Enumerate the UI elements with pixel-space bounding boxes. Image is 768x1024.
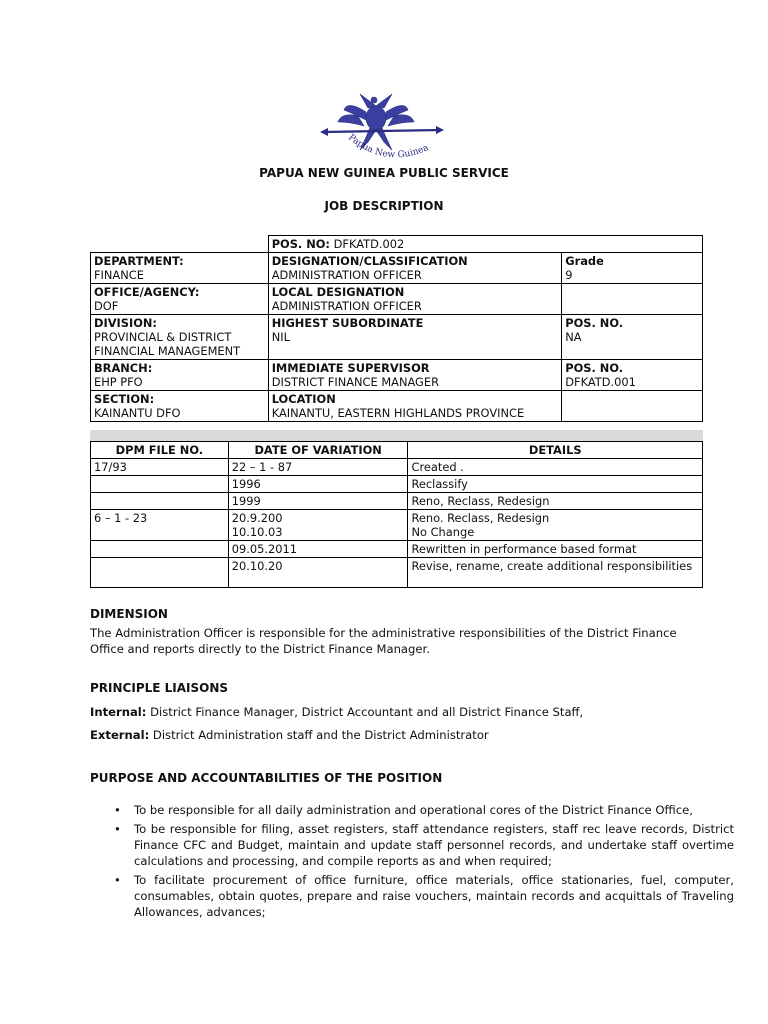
branch-label: BRANCH:	[94, 361, 153, 375]
col-header-details: DETAILS	[408, 442, 703, 459]
table-row	[91, 476, 703, 493]
file-cell	[91, 558, 229, 588]
table-row	[91, 493, 703, 510]
internal-text: District Finance Manager, District Accountant and all District Finance Staff,	[150, 705, 584, 719]
table-row	[91, 510, 703, 541]
details-value: No Change	[411, 525, 475, 539]
division-value: PROVINCIAL & DISTRICT FINANCIAL MANAGEMENT	[94, 330, 241, 358]
col-header-date: DATE OF VARIATION	[228, 442, 408, 459]
pos-no2-label: POS. NO.	[565, 316, 624, 330]
location-value: KAINANTU, EASTERN HIGHLANDS PROVINCE	[271, 406, 525, 420]
table-row	[91, 459, 703, 476]
pos-no3-value: DFKATD.001	[565, 375, 636, 389]
external-text: District Administration staff and the District Administrator	[152, 728, 489, 742]
internal-liaison	[90, 704, 690, 720]
external-liaison	[90, 727, 690, 743]
division-label: DIVISION:	[94, 316, 157, 330]
pos-no3-cell	[562, 360, 703, 391]
details-value: Reno. Reclass, Redesign	[411, 511, 550, 525]
liaisons-heading: PRINCIPLE LIAISONS	[90, 681, 229, 695]
pos-no3-label: POS. NO.	[565, 361, 624, 375]
grade-cell	[562, 253, 703, 284]
org-title: PAPUA NEW GUINEA PUBLIC SERVICE	[259, 166, 509, 180]
location-cell	[268, 391, 562, 422]
department-value: FINANCE	[94, 268, 144, 282]
details-cell: Reclassify	[408, 476, 703, 493]
supervisor-value: DISTRICT FINANCE MANAGER	[271, 375, 439, 389]
dimension-text: The Administration Officer is responsible for the administrative responsibilities of the District Finance Office and reports directly to the District Finance Manager.	[90, 626, 677, 656]
file-cell	[91, 493, 229, 510]
internal-label: Internal:	[90, 705, 147, 719]
date-value: 10.10.03	[231, 525, 283, 539]
date-cell: 1996	[228, 476, 408, 493]
dimension-heading: DIMENSION	[90, 607, 168, 621]
highest-sub-cell	[268, 315, 562, 360]
png-emblem-icon	[318, 90, 448, 162]
pos-no2-value: NA	[565, 330, 582, 344]
section-value: KAINANTU DFO	[94, 406, 181, 420]
details-cell: Reno, Reclass, Redesign	[408, 493, 703, 510]
designation-label: DESIGNATION/CLASSIFICATION	[271, 254, 468, 268]
highest-sub-label: HIGHEST SUBORDINATE	[271, 316, 424, 330]
office-label: OFFICE/AGENCY:	[94, 285, 200, 299]
local-designation-cell	[268, 284, 562, 315]
local-designation-value: ADMINISTRATION OFFICER	[271, 299, 422, 313]
table-row	[91, 558, 703, 588]
pos-no2-cell	[562, 315, 703, 360]
branch-value: EHP PFO	[94, 375, 143, 389]
location-label: LOCATION	[271, 392, 336, 406]
date-cell	[228, 510, 408, 541]
col-header-file: DPM FILE NO.	[91, 442, 229, 459]
empty-cell	[562, 284, 703, 315]
file-cell	[91, 541, 229, 558]
date-cell: 20.10.20	[228, 558, 408, 588]
file-cell	[91, 510, 229, 541]
list-item: • To be responsible for all daily administration and operational cores of the District Finance Office,	[134, 802, 734, 818]
branch-cell	[91, 360, 269, 391]
details-cell	[408, 510, 703, 541]
emblem-text: Papua New Guinea	[346, 132, 431, 161]
date-cell: 09.05.2011	[228, 541, 408, 558]
list-item: • To facilitate procurement of office furniture, office materials, office stationaries, fuel, computer, consumables, obtain quotes, prepare and raise vouchers, maintain records and acquittals of Traveling Allowances, advances;	[134, 872, 734, 920]
table-row	[91, 541, 703, 558]
office-value: DOF	[94, 299, 119, 313]
division-cell	[91, 315, 269, 360]
supervisor-label: IMMEDIATE SUPERVISOR	[271, 361, 430, 375]
local-designation-label: LOCAL DESIGNATION	[271, 285, 405, 299]
details-cell: Revise, rename, create additional responsibilities	[408, 558, 703, 588]
grade-label: Grade	[565, 254, 604, 268]
doc-title: JOB DESCRIPTION	[324, 199, 444, 213]
accountabilities-list	[90, 802, 734, 923]
office-cell	[91, 284, 269, 315]
position-info-table	[90, 235, 703, 422]
list-item: • To be responsible for filing, asset registers, staff attendance registers, staff rec leave records, District Finance CFC and Budget, maintain and update staff personnel records, and undertake staff overtime calculations and processing, and compile reports as and when required;	[134, 821, 734, 869]
external-label: External:	[90, 728, 150, 742]
empty-cell	[562, 391, 703, 422]
date-cell: 22 – 1 - 87	[228, 459, 408, 476]
pos-no-value: DFKATD.002	[333, 237, 405, 251]
grade-value: 9	[565, 268, 573, 282]
details-cell: Rewritten in performance based format	[408, 541, 703, 558]
section-cell	[91, 391, 269, 422]
section-label: SECTION:	[94, 392, 155, 406]
supervisor-cell	[268, 360, 562, 391]
designation-cell	[268, 253, 562, 284]
details-cell: Created .	[408, 459, 703, 476]
department-label: DEPARTMENT:	[94, 254, 184, 268]
file-cell	[91, 476, 229, 493]
pos-no-cell	[268, 236, 702, 253]
date-cell: 1999	[228, 493, 408, 510]
designation-value: ADMINISTRATION OFFICER	[271, 268, 422, 282]
pos-no-label: POS. NO:	[271, 237, 330, 251]
date-value: 20.9.200	[231, 511, 283, 525]
file-value: 6 – 1 - 23	[94, 511, 148, 525]
highest-sub-value: NIL	[271, 330, 290, 344]
grey-separator	[90, 430, 703, 441]
purpose-heading: PURPOSE AND ACCOUNTABILITIES OF THE POSITION	[90, 771, 443, 785]
file-cell: 17/93	[91, 459, 229, 476]
department-cell	[91, 253, 269, 284]
variations-table	[90, 441, 703, 588]
